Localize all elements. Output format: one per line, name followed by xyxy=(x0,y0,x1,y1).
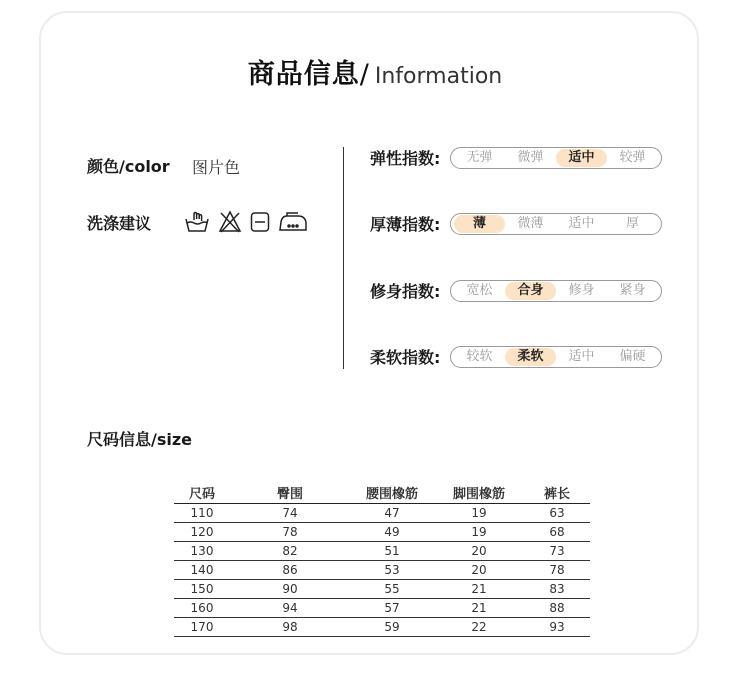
softness-label: 柔软指数: xyxy=(370,348,441,367)
elasticity-option: 较弹 xyxy=(619,150,646,165)
wash-label: 洗涤建议 xyxy=(87,214,152,233)
table-cell: 57 xyxy=(350,599,434,618)
softness-option-selected: 柔软 xyxy=(505,348,556,366)
table-cell: 88 xyxy=(524,599,590,618)
fit-option: 修身 xyxy=(568,283,595,298)
elasticity-option-selected: 适中 xyxy=(556,149,607,167)
table-cell: 49 xyxy=(350,523,434,542)
page-title xyxy=(0,52,750,91)
table-cell: 19 xyxy=(434,523,524,542)
table-cell: 110 xyxy=(174,504,230,523)
table-cell: 51 xyxy=(350,542,434,561)
table-cell: 55 xyxy=(350,580,434,599)
column-header-cuff: 脚围橡筋 xyxy=(434,482,524,504)
elasticity-scale xyxy=(450,147,662,169)
table-cell: 130 xyxy=(174,542,230,561)
table-header-row xyxy=(174,482,590,504)
fit-label: 修身指数: xyxy=(370,282,441,301)
table-cell: 19 xyxy=(434,504,524,523)
table-cell: 82 xyxy=(230,542,350,561)
thickness-scale xyxy=(450,213,662,235)
iron-icon xyxy=(278,210,308,234)
no-bleach-icon xyxy=(218,210,242,234)
title-english: Information xyxy=(374,64,503,89)
table-cell: 160 xyxy=(174,599,230,618)
table-cell: 170 xyxy=(174,618,230,637)
fit-option: 紧身 xyxy=(619,283,646,298)
tumble-dry-icon xyxy=(250,210,270,234)
table-cell: 120 xyxy=(174,523,230,542)
size-table xyxy=(174,482,590,637)
thickness-label: 厚薄指数: xyxy=(370,215,441,234)
color-label: 颜色/color xyxy=(87,157,170,176)
elasticity-label: 弹性指数: xyxy=(370,149,441,168)
table-row xyxy=(174,618,590,637)
thickness-option: 适中 xyxy=(568,216,595,231)
table-row xyxy=(174,504,590,523)
table-cell: 21 xyxy=(434,580,524,599)
column-header-length: 裤长 xyxy=(524,482,590,504)
table-cell: 63 xyxy=(524,504,590,523)
softness-option: 较软 xyxy=(466,349,493,364)
thickness-option-selected: 薄 xyxy=(454,215,505,233)
table-cell: 53 xyxy=(350,561,434,580)
table-cell: 93 xyxy=(524,618,590,637)
table-cell: 59 xyxy=(350,618,434,637)
table-cell: 20 xyxy=(434,561,524,580)
table-cell: 47 xyxy=(350,504,434,523)
vertical-divider xyxy=(343,147,344,369)
fit-option: 宽松 xyxy=(466,283,493,298)
table-cell: 78 xyxy=(230,523,350,542)
table-cell: 86 xyxy=(230,561,350,580)
hand-wash-icon xyxy=(184,210,210,234)
table-cell: 140 xyxy=(174,561,230,580)
table-cell: 20 xyxy=(434,542,524,561)
title-chinese: 商品信息 xyxy=(247,59,360,90)
care-icons xyxy=(184,210,308,234)
table-cell: 150 xyxy=(174,580,230,599)
softness-scale xyxy=(450,346,662,368)
table-row xyxy=(174,561,590,580)
table-cell: 78 xyxy=(524,561,590,580)
column-header-waist: 腰围橡筋 xyxy=(350,482,434,504)
table-cell: 94 xyxy=(230,599,350,618)
table-cell: 74 xyxy=(230,504,350,523)
table-cell: 73 xyxy=(524,542,590,561)
table-cell: 90 xyxy=(230,580,350,599)
table-cell: 98 xyxy=(230,618,350,637)
softness-option: 适中 xyxy=(568,349,595,364)
thickness-option: 微薄 xyxy=(517,216,544,231)
softness-option: 偏硬 xyxy=(619,349,646,364)
fit-scale xyxy=(450,280,662,302)
table-row xyxy=(174,599,590,618)
column-header-size: 尺码 xyxy=(174,482,230,504)
table-cell: 83 xyxy=(524,580,590,599)
table-cell: 22 xyxy=(434,618,524,637)
table-row xyxy=(174,580,590,599)
column-header-hip: 臀围 xyxy=(230,482,350,504)
table-cell: 68 xyxy=(524,523,590,542)
title-slash: / xyxy=(359,59,369,90)
elasticity-option: 无弹 xyxy=(466,150,493,165)
color-value: 图片色 xyxy=(192,158,241,177)
table-row xyxy=(174,542,590,561)
elasticity-option: 微弹 xyxy=(517,150,544,165)
size-section-title: 尺码信息/size xyxy=(87,430,193,449)
table-cell: 21 xyxy=(434,599,524,618)
fit-option-selected: 合身 xyxy=(505,282,556,300)
table-row xyxy=(174,523,590,542)
thickness-option: 厚 xyxy=(625,216,639,231)
